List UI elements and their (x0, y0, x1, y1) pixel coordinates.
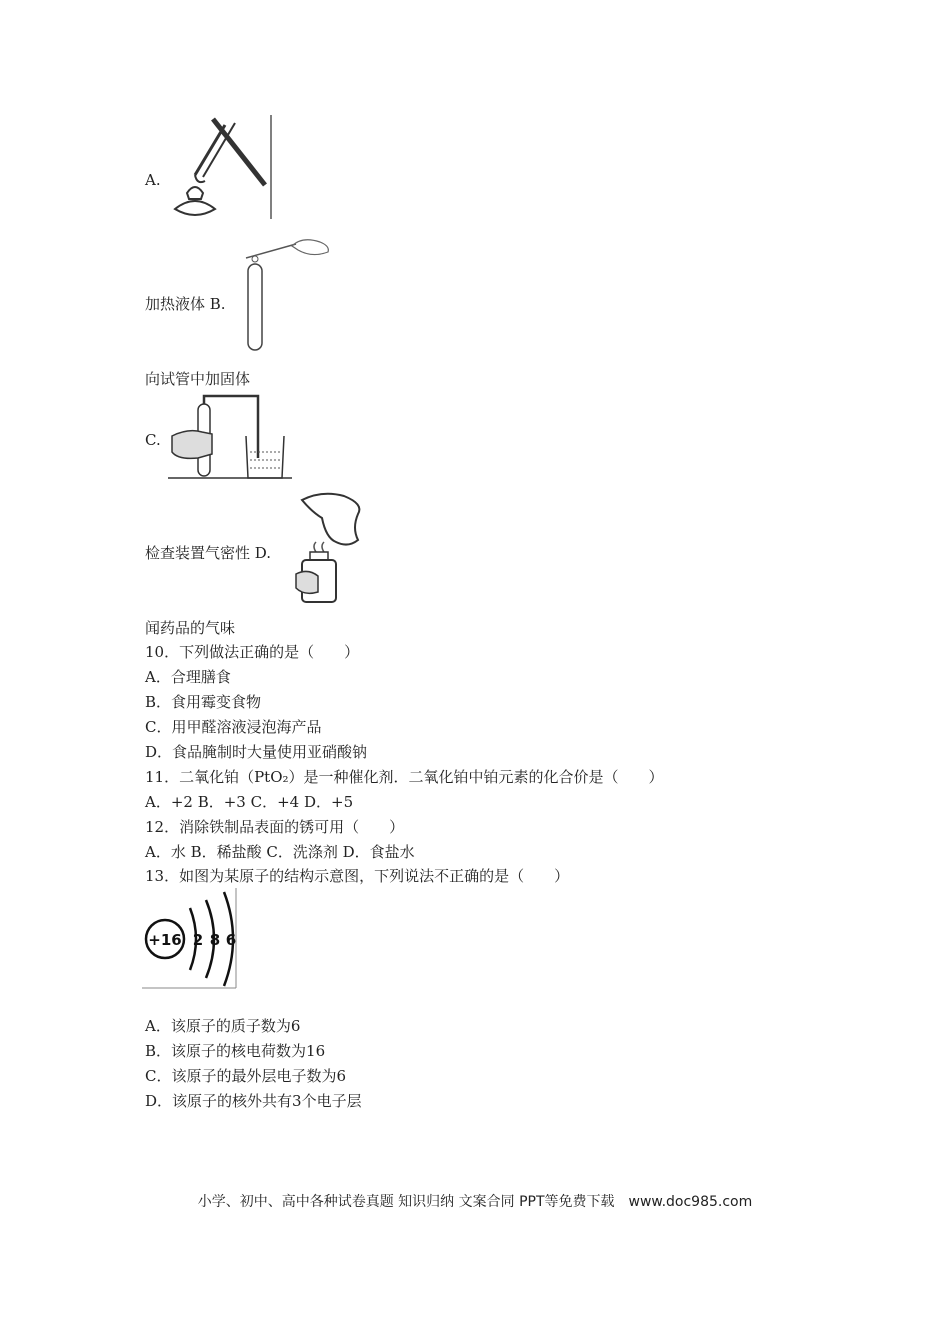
atom-structure-diagram (142, 888, 238, 990)
q13-option-c: C．该原子的最外层电子数为6 (145, 1067, 347, 1085)
q9-option-c-label: C. (145, 431, 161, 449)
q9-option-a-caption: 加热液体 B. (145, 295, 226, 313)
page-footer: 小学、初中、高中各种试卷真题 知识归纳 文案合同 PPT等免费下载 www.doc985.com (197, 1194, 753, 1210)
q12-options: A．水 B．稀盐酸 C．洗涤剂 D．食盐水 (145, 843, 415, 861)
q13-option-a: A．该原子的质子数为6 (145, 1017, 301, 1035)
smelling-chemicals-figure (288, 488, 368, 606)
heating-liquid-figure (165, 113, 275, 221)
q10-option-c: C．用甲醛溶液浸泡海产品 (145, 718, 322, 736)
q13-option-d: D．该原子的核外共有3个电子层 (145, 1092, 362, 1110)
q13-stem: 13．如图为某原子的结构示意图，下列说法不正确的是（ ） (145, 867, 570, 885)
shell-1-electrons: 2 (192, 931, 204, 949)
nucleus-charge: +16 (148, 931, 182, 949)
q10-option-d: D．食品腌制时大量使用亚硝酸钠 (145, 743, 368, 761)
q9-option-c-caption: 检查装置气密性 D. (145, 544, 272, 562)
q11-options: A．+2 B．+3 C．+4 D．+5 (145, 793, 354, 811)
shell-2-electrons: 8 (209, 931, 221, 949)
test-tube-solid-figure (242, 236, 332, 354)
q10-option-b: B．食用霉变食物 (145, 693, 262, 711)
q10-option-a: A．合理膳食 (145, 668, 231, 686)
q9-option-d-caption: 闻药品的气味 (145, 619, 236, 637)
q10-stem: 10．下列做法正确的是（ ） (145, 643, 360, 661)
q9-option-a-label: A. (145, 171, 161, 189)
q12-stem: 12．消除铁制品表面的锈可用（ ） (145, 818, 405, 836)
q13-option-b: B．该原子的核电荷数为16 (145, 1042, 326, 1060)
airtightness-check-figure (168, 392, 292, 482)
q9-option-b-caption: 向试管中加固体 (145, 370, 251, 388)
shell-3-electrons: 6 (225, 931, 237, 949)
q11-stem: 11．二氧化铂（PtO₂）是一种催化剂．二氧化铂中铂元素的化合价是（ ） (145, 768, 664, 786)
